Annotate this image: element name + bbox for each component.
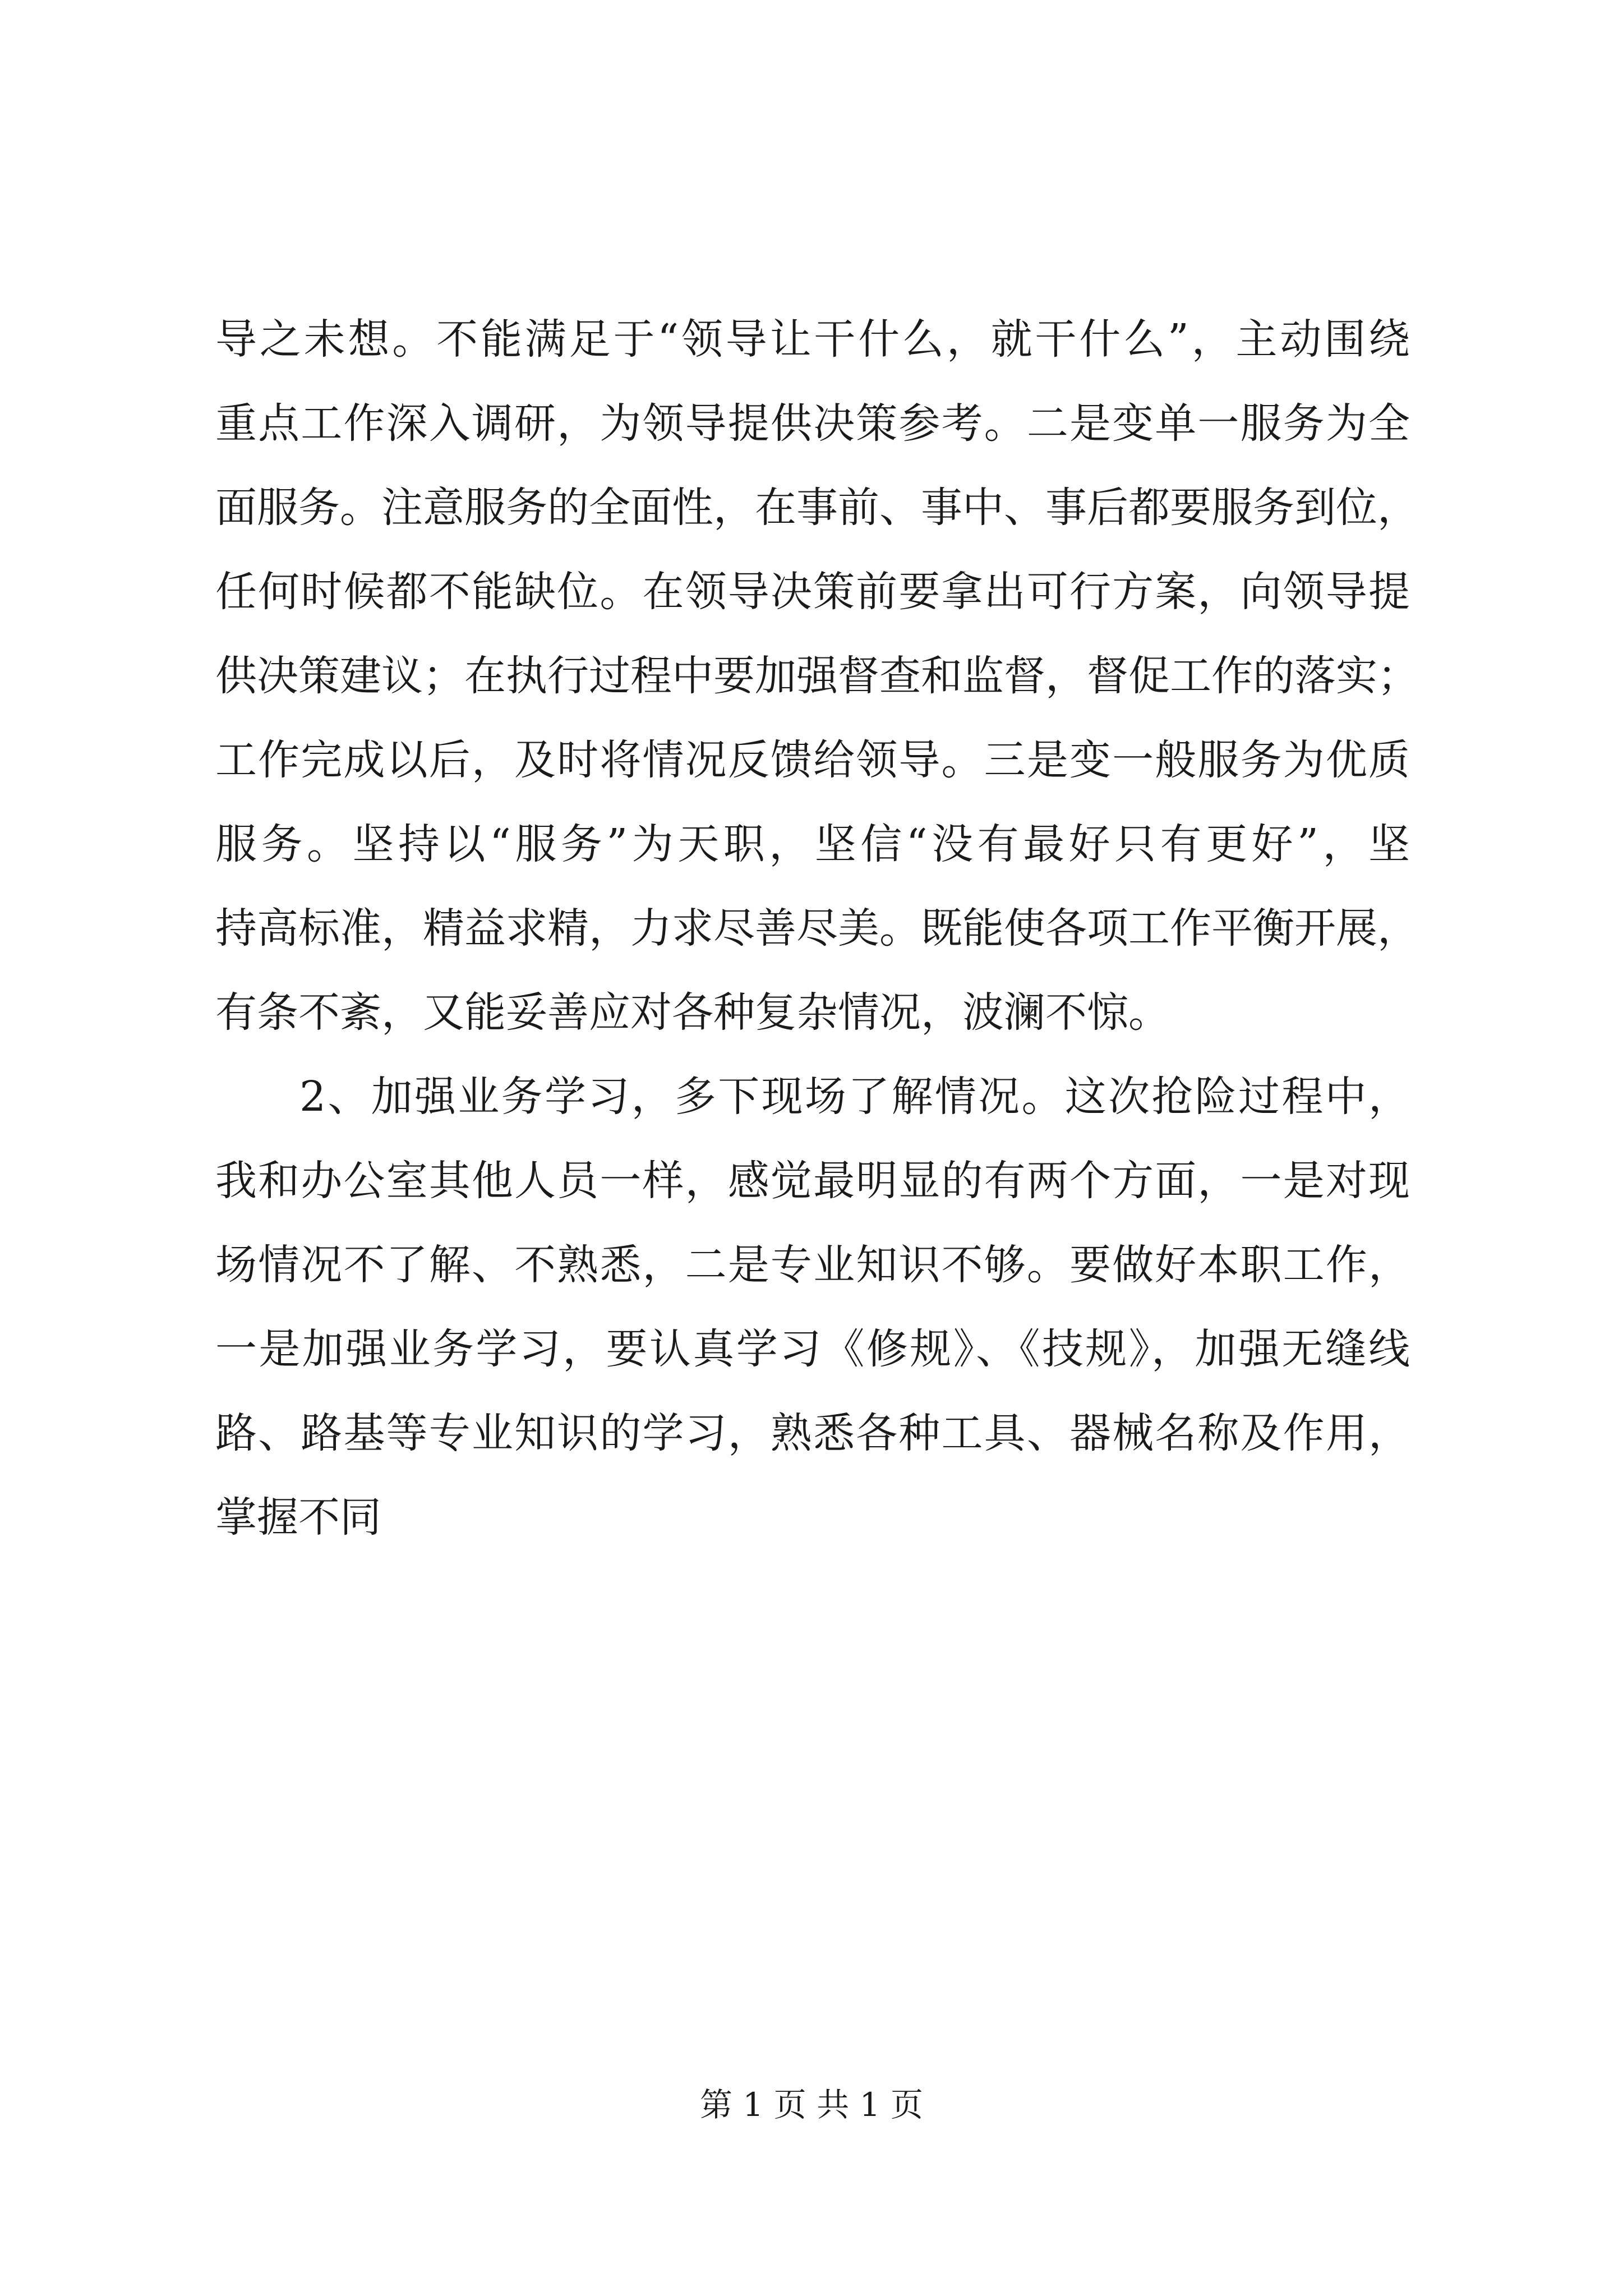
paragraph-line: 供决策建议；在执行过程中要加强督查和监督，督促工作的落实； bbox=[215, 652, 1419, 700]
paragraph-line: 掌握不同 bbox=[215, 1493, 381, 1542]
paragraph-line: 场情况不了解、不熟悉，二是专业知识不够。要做好本职工作， bbox=[215, 1241, 1410, 1289]
paragraph-line: 工作完成以后，及时将情况反馈给领导。三是变一般服务为优质 bbox=[215, 736, 1410, 784]
paragraph-line: 导之未想。不能满足于“领导让干什么，就干什么”，主动围绕 bbox=[215, 315, 1410, 364]
paragraph-line: 持高标准，精益求精，力求尽善尽美。既能使各项工作平衡开展， bbox=[215, 904, 1419, 953]
paragraph-line: 服务。坚持以“服务”为天职，坚信“没有最好只有更好”，坚 bbox=[215, 820, 1410, 868]
paragraph-line: 一是加强业务学习，要认真学习《修规》、《技规》，加强无缝线 bbox=[215, 1325, 1410, 1373]
paragraph-line: 有条不紊，又能妥善应对各种复杂情况，波澜不惊。 bbox=[215, 988, 1170, 1037]
paragraph-line: 重点工作深入调研，为领导提供决策参考。二是变单一服务为全 bbox=[215, 399, 1410, 448]
page-number-footer: 第 1 页 共 1 页 bbox=[700, 2086, 923, 2124]
paragraph-line: 路、路基等专业知识的学习，熟悉各种工具、器械名称及作用， bbox=[215, 1409, 1410, 1457]
paragraph-line: 2、加强业务学习，多下现场了解情况。这次抢险过程中， bbox=[299, 1073, 1410, 1121]
paragraph-line: 我和办公室其他人员一样，感觉最明显的有两个方面，一是对现 bbox=[215, 1157, 1410, 1205]
paragraph-line: 任何时候都不能缺位。在领导决策前要拿出可行方案，向领导提 bbox=[215, 568, 1410, 616]
paragraph-line: 面服务。注意服务的全面性，在事前、事中、事后都要服务到位， bbox=[215, 484, 1419, 532]
